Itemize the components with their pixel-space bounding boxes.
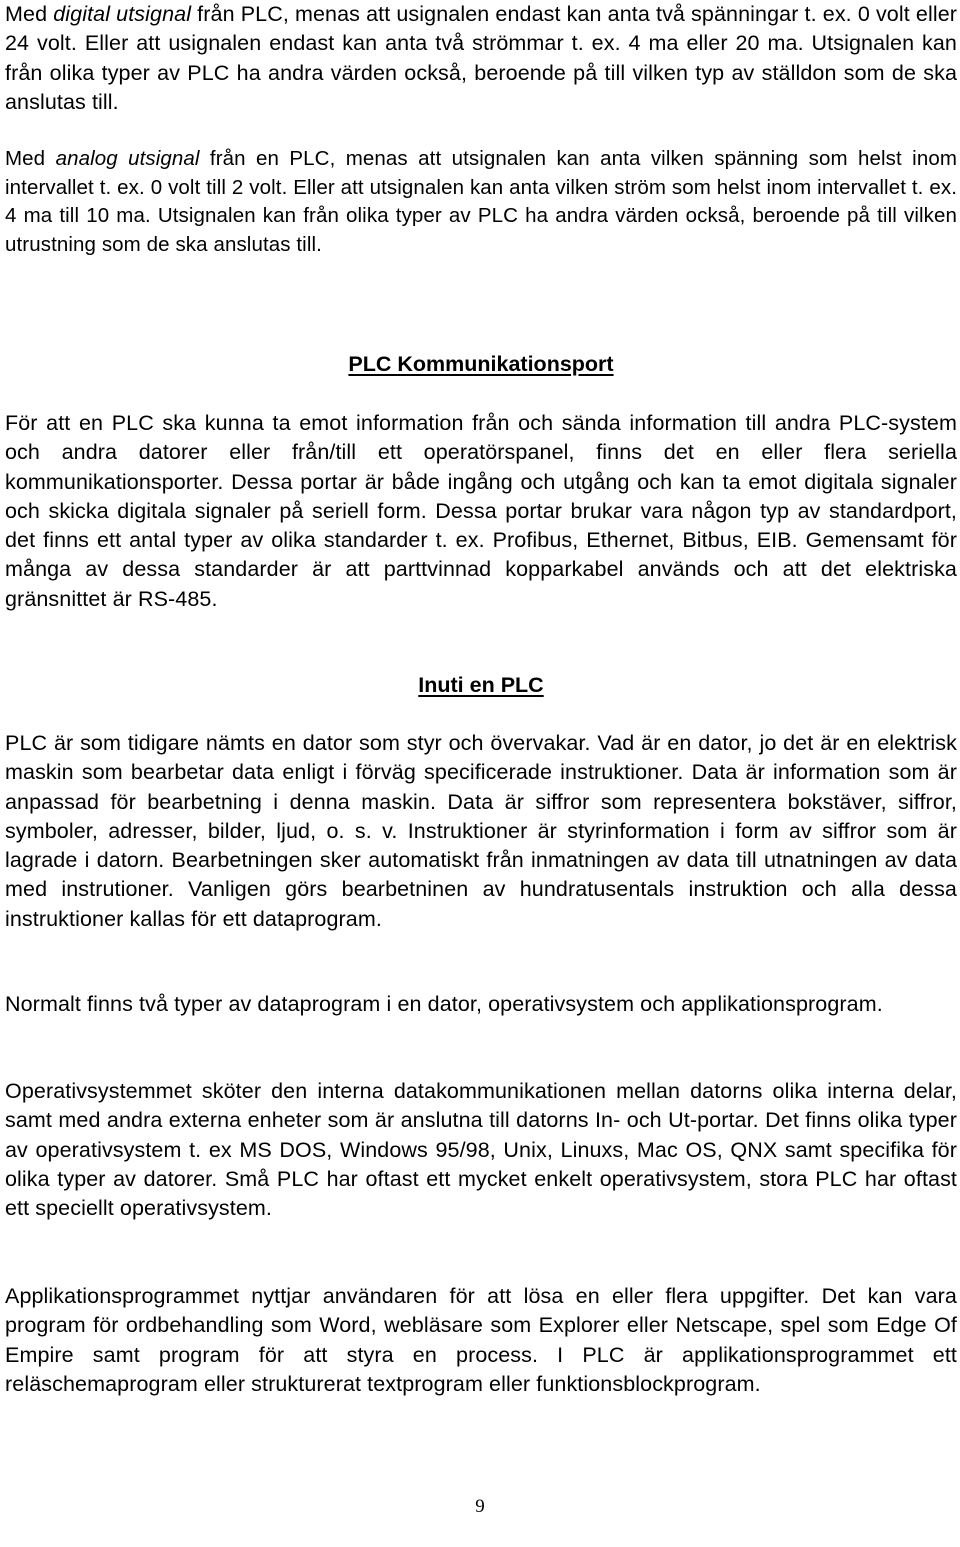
page-number: 9	[475, 1496, 485, 1517]
paragraph-analog-output	[5, 145, 957, 259]
paragraph-operating-system: Operativsystemmet sköter den interna datakommunikationen mellan datorns olika interna delar, samt med andra externa enheter som är anslutna till datorns In- och Ut-portar. Det finns olika typer av operativsystem t. ex MS DOS, Windows 95/98, Unix, Linuxs, Mac OS, QNX samt specifika för olika typer av datorer. Små PLC har oftast ett mycket enkelt operativsystem, stora PLC har oftast ett speciellt operativsystem.	[5, 1079, 957, 1221]
term-analog-output: analog utsignal	[55, 147, 200, 170]
paragraph-digital-output	[5, 0, 957, 117]
heading-communication-port-text: PLC Kommunikationsport	[348, 352, 614, 376]
paragraph-inside-plc: PLC är som tidigare nämts en dator som styr och övervakar. Vad är en dator, jo det är en elektrisk maskin som bearbetar data enligt i förväg specificerade instruktioner. Data är information som är anpassad för bearbetning i denna maskin. Data är siffror som representera bokstäver, siffror, symboler, adresser, bilder, ljud, o. s. v. Instruktioner är styrinformation i form av siffror som är lagrade i datorn. Bearbetningen sker automatiskt från inmatningen av data till utnatningen av data med instrutioner. Vanligen görs bearbetninen av hundratusentals instruktion och alla dessa instruktioner kallas för ett dataprogram.	[5, 731, 957, 931]
heading-inside-plc	[5, 671, 957, 700]
paragraph-digital-output-lead: Med	[5, 2, 54, 26]
paragraph-communication-port: För att en PLC ska kunna ta emot information från och sända information till andra PLC-system och andra datorer eller från/till ett operatörspanel, finns det en eller flera seriella kommunikationsporter. Dessa portar är både ingång och utgång och kan ta emot digitala signaler och skicka digitala signaler på seriell form. Dessa portar brukar vara någon typ av standardport, det finns ett antal typer av olika standarder t. ex. Profibus, Ethernet, Bitbus, EIB. Gemensamt för många av dessa standarder är att parttvinnad kopparkabel används och att det elektriska gränsnittet är RS-485.	[5, 411, 957, 611]
term-digital-output: digital utsignal	[53, 2, 192, 26]
heading-communication-port	[5, 350, 957, 379]
heading-inside-plc-text: Inuti en PLC	[418, 673, 544, 697]
paragraph-analog-output-body: från en PLC, menas att utsignalen kan anta vilken spänning som helst inom intervallet t. ex. 0 volt till 2 volt. Eller att utsignalen kan anta vilken ström som helst inom intervallet t. ex. 4 ma till 10 ma. Utsignalen kan från olika typer av PLC ha andra värden också, beroende på till vilken utrustning som de ska anslutas till.	[5, 147, 958, 256]
paragraph-application-program: Applikationsprogrammet nyttjar användaren för att lösa en eller flera uppgifter. Det kan vara program för ordbehandling som Word, webläsare som Explorer eller Netscape, spel som Edge Of Empire samt program för att styra en process. I PLC är applikationsprogrammet ett reläschemaprogram eller strukturerat textprogram eller funktionsblockprogram.	[5, 1284, 957, 1396]
paragraph-analog-output-lead: Med	[5, 147, 56, 170]
paragraph-digital-output-body: från PLC, menas att usignalen endast kan anta två spänningar t. ex. 0 volt eller 24 volt. Eller att usignalen endast kan anta två strömmar t. ex. 4 ma eller 20 ma. Utsignalen kan från olika typer av PLC ha andra värden också, beroende på till vilken typ av ställdon som de ska anslutas till.	[5, 2, 958, 114]
paragraph-program-types: Normalt finns två typer av dataprogram i en dator, operativsystem och applikationsprogram.	[5, 992, 883, 1016]
